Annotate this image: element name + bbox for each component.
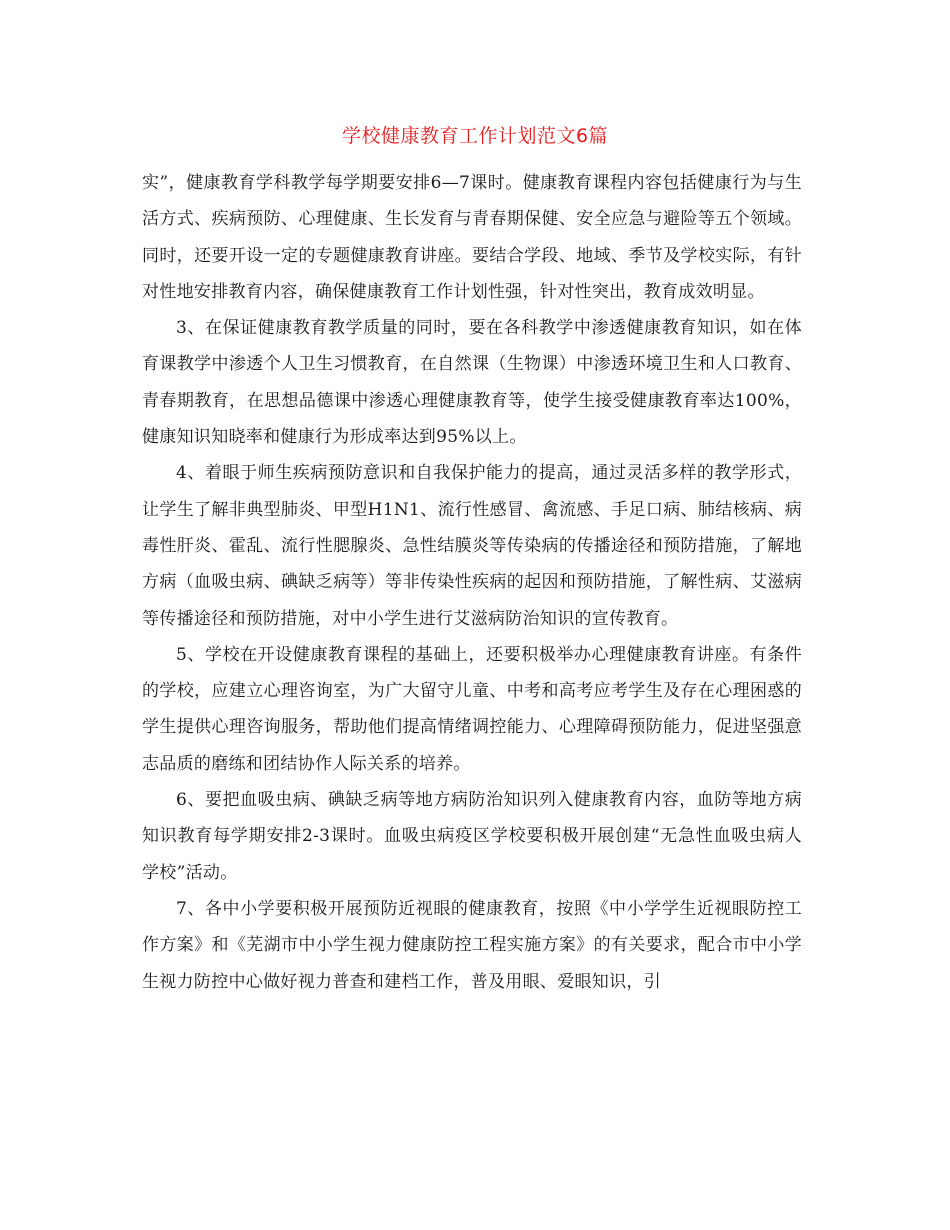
document-title: 学校健康教育工作计划范文6篇 <box>341 125 609 147</box>
paragraph-continued: 实”，健康教育学科教学每学期要安排6—7课时。健康教育课程内容包括健康行为与生活方式、疾病预防、心理健康、生长发育与青春期保健、安全应急与避险等五个领域。同时，还要开设一定的专题健康教育讲座。要结合学段、地域、季节及学校实际，有针对性地安排教育内容，确保健康教育工作计划性强，针对性突出，教育成效明显。 <box>142 173 802 302</box>
paragraph-4: 4、着眼于师生疾病预防意识和自我保护能力的提高，通过灵活多样的教学形式，让学生了解非典型肺炎、甲型H1N1、流行性感冒、禽流感、手足口病、肺结核病、病毒性肝炎、霍乱、流行性腮腺炎、急性结膜炎等传染病的传播途径和预防措施，了解地方病（血吸虫病、碘缺乏病等）等非传染性疾病的起因和预防措施，了解性病、艾滋病等传播途径和预防措施，对中小学生进行艾滋病防治知识的宣传教育。 <box>142 463 802 629</box>
paragraph-3: 3、在保证健康教育教学质量的同时，要在各科教学中渗透健康教育知识，如在体育课教学中渗透个人卫生习惯教育，在自然课（生物课）中渗透环境卫生和人口教育、青春期教育，在思想品德课中渗透心理健康教育等，使学生接受健康教育率达100%，健康知识知晓率和健康行为形成率达到95%以上。 <box>142 318 802 448</box>
paragraph-5: 5、学校在开设健康教育课程的基础上，还要积极举办心理健康教育讲座。有条件的学校，应建立心理咨询室，为广大留守儿童、中考和高考应考学生及存在心理困惑的学生提供心理咨询服务，帮助他们提高情绪调控能力、心理障碍预防能力，促进坚强意志品质的磨练和团结协作人际关系的培养。 <box>142 644 802 774</box>
paragraph-7: 7、各中小学要积极开展预防近视眼的健康教育，按照《中小学学生近视眼防控工作方案》和《芜湖市中小学生视力健康防控工程实施方案》的有关要求，配合市中小学生视力防控中心做好视力普查和建档工作，普及用眼、爱眼知识，引 <box>142 898 802 992</box>
document-body <box>142 165 802 1000</box>
paragraph-6: 6、要把血吸虫病、碘缺乏病等地方病防治知识列入健康教育内容，血防等地方病知识教育每学期安排2-3课时。血吸虫病疫区学校要积极开展创建“无急性血吸虫病人学校”活动。 <box>142 790 802 883</box>
